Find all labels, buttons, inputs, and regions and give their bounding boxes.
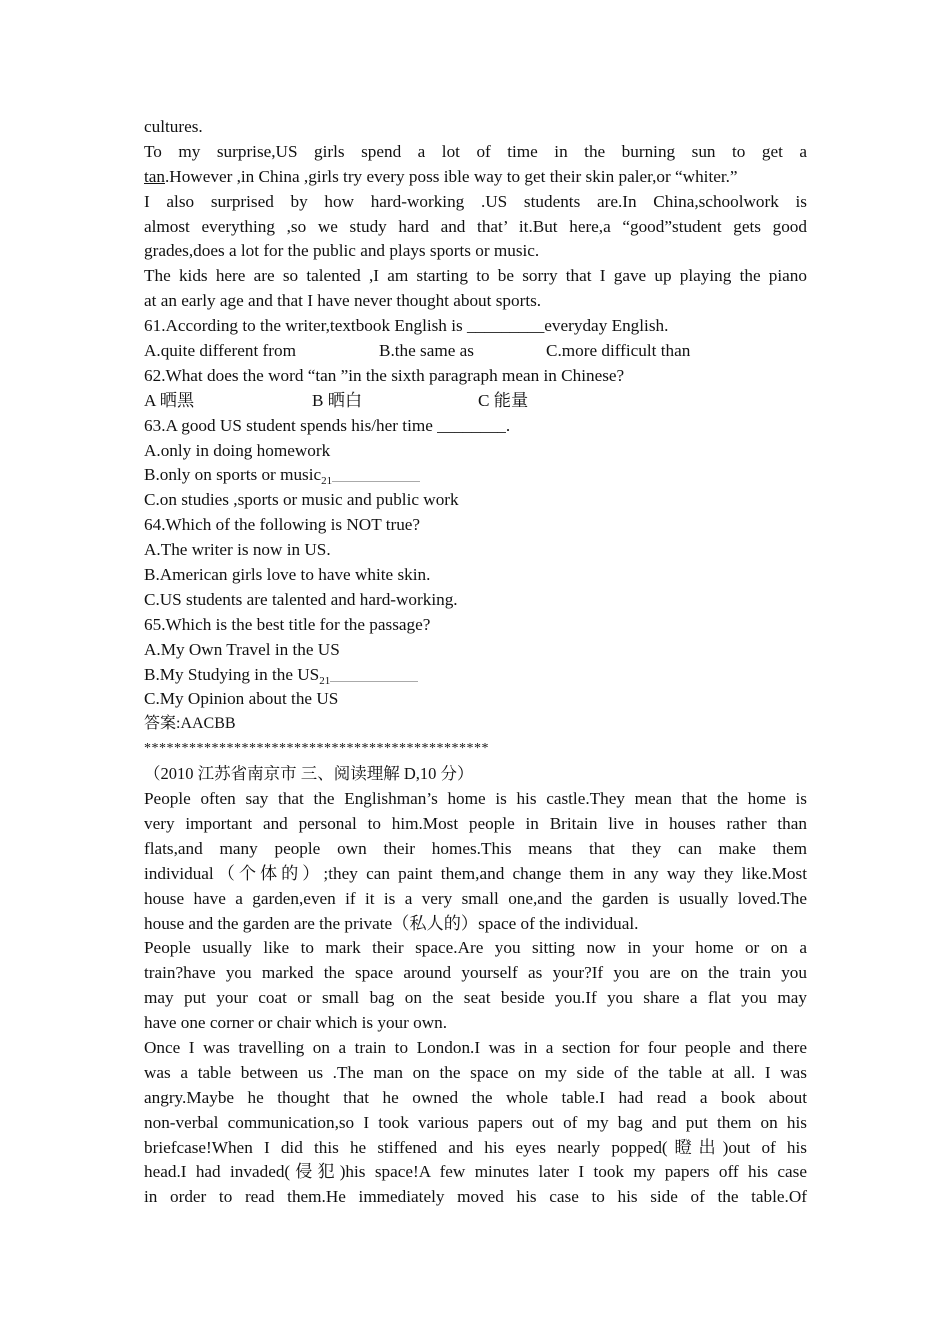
text-span: .However ,in China ,girls try every poss ible way to get their skin paler,or “whiter.” (165, 166, 738, 186)
question-61: 61.According to the writer,textbook English is _________everyday English. (144, 316, 669, 336)
underline-rule (332, 480, 420, 482)
text-line: flats,and many people own their homes.This means that they can make them (144, 838, 807, 858)
text-line: house have a garden,even if it is a very small one,and the garden is usually loved.The (144, 888, 807, 908)
answer-key: 答案:AACBB (144, 715, 236, 733)
option-a: A.The writer is now in US. (144, 540, 331, 560)
option-c: C.My Opinion about the US (144, 689, 339, 709)
text-line: at an early age and that I have never thought about sports. (144, 291, 542, 311)
text-line (144, 165, 807, 190)
text-line: house and the garden are the private（私人的）space of the individual. (144, 913, 639, 933)
question-65: 65.Which is the best title for the passage? (144, 614, 431, 634)
option-b: B 晒白 (312, 390, 363, 410)
question-61-options (144, 339, 807, 364)
text-line: have one corner or chair which is your own. (144, 1013, 448, 1033)
text-line: head.I had invaded(侵犯)his space!A few minutes later I took my papers off his case (144, 1162, 807, 1182)
footnote-mark: 21 (321, 475, 333, 488)
text-line: very important and personal to him.Most people in Britain live in houses rather than (144, 813, 807, 833)
text-line: The kids here are so talented ,I am starting to be sorry that I gave up playing the piano (144, 266, 807, 286)
text-line: I also surprised by how hard-working .US students are.In China,schoolwork is (144, 191, 807, 211)
question-62-options (144, 389, 807, 414)
text-line: individual（个体的）;they can paint them,and change them in any way they like.Most (144, 863, 807, 883)
footnote-mark: 21 (319, 674, 331, 687)
option-b: B.American girls love to have white skin. (144, 565, 431, 585)
option-a: A 晒黑 (144, 390, 195, 410)
underline-rule (330, 680, 418, 682)
option-c: C 能量 (478, 390, 529, 410)
text-line: was a table between us .The man on the space on my side of the table at all. I was (144, 1062, 807, 1082)
text-line: People often say that the Englishman’s home is his castle.They mean that the home is (144, 789, 807, 809)
option-c: C.US students are talented and hard-working. (144, 589, 458, 609)
text-line: angry.Maybe he thought that he owned the whole table.I had read a book about (144, 1087, 807, 1107)
option-b: B.My Studying in the US (144, 664, 320, 684)
separator-stars: ********************************************** (144, 741, 489, 757)
text-line: briefcase!When I did this he stiffened and his eyes nearly popped(瞪出)out of his (144, 1137, 807, 1157)
option-c: C.more difficult than (546, 341, 691, 361)
question-62: 62.What does the word “tan ”in the sixth paragraph mean in Chinese? (144, 365, 625, 385)
option-a: A.quite different from (144, 341, 296, 361)
option-a: A.My Own Travel in the US (144, 639, 340, 659)
text-line: cultures. (144, 117, 203, 136)
text-line: To my surprise,US girls spend a lot of time in the burning sun to get a (144, 141, 807, 161)
text-line: in order to read them.He immediately moved his case to his side of the table.Of (144, 1187, 807, 1207)
text-line: Once I was travelling on a train to London.I was in a section for four people and there (144, 1037, 807, 1057)
option-b: B.the same as (379, 341, 474, 361)
text-line: almost everything ,so we study hard and that’ it.But here,a “good”student gets good (144, 216, 807, 236)
section-heading: （2010 江苏省南京市 三、阅读理解 D,10 分） (144, 764, 474, 784)
question-64: 64.Which of the following is NOT true? (144, 515, 421, 535)
text-line: train?have you marked the space around yourself as your?If you are on the train you (144, 963, 807, 983)
option-b: B.only on sports or music (144, 465, 322, 485)
underlined-word-tan: tan (144, 166, 165, 186)
text-line: may put your coat or small bag on the seat beside you.If you share a flat you may (144, 988, 807, 1008)
option-b-line (144, 663, 807, 688)
text-line: non-verbal communication,so I took various papers out of my bag and put them on his (144, 1112, 807, 1132)
option-a: A.only in doing homework (144, 440, 331, 460)
option-c: C.on studies ,sports or music and public work (144, 490, 459, 510)
question-63: 63.A good US student spends his/her time ________. (144, 415, 511, 435)
option-b-line (144, 463, 807, 488)
document-page (144, 115, 807, 1210)
text-line: grades,does a lot for the public and plays sports or music. (144, 241, 540, 261)
text-line: People usually like to mark their space.Are you sitting now in your home or on a (144, 938, 807, 958)
